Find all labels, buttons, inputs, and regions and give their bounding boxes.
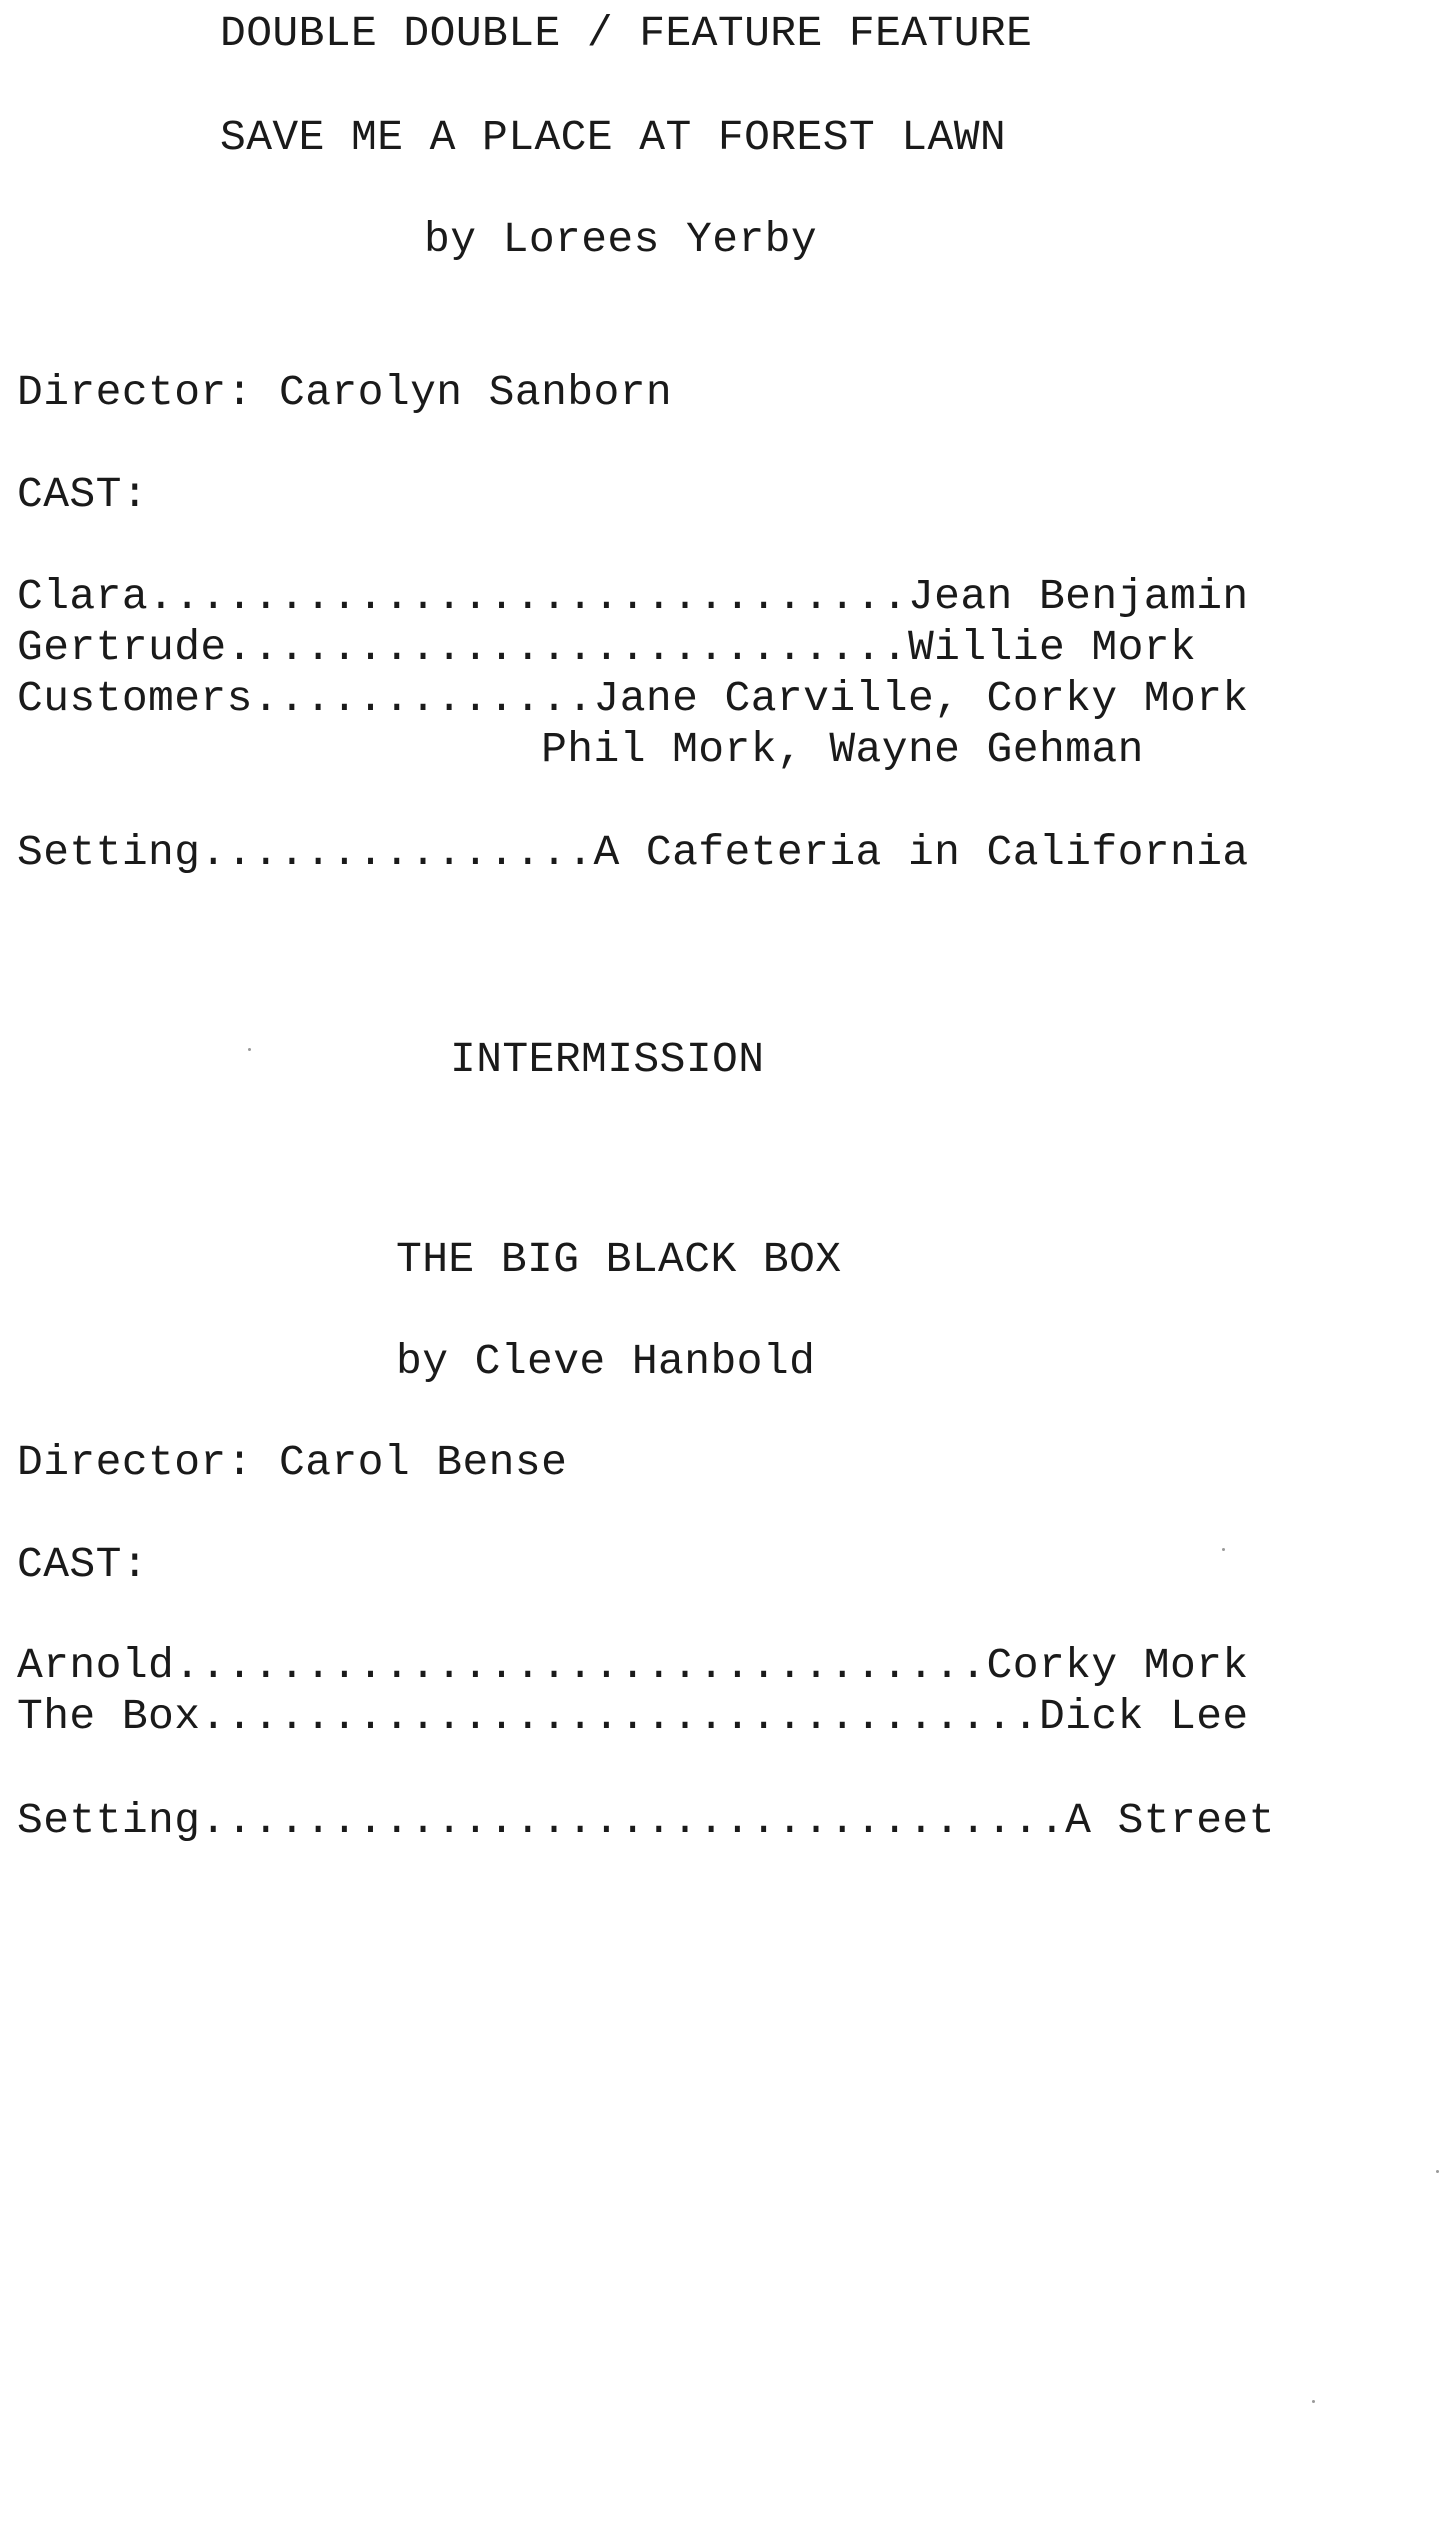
play2-cast-heading: CAST:: [17, 1540, 149, 1589]
play1-cast-line: Gertrude..........................Willie Mork: [17, 623, 1197, 672]
program-header: DOUBLE DOUBLE / FEATURE FEATURE: [220, 9, 1033, 58]
play1-author: by Lorees Yerby: [424, 215, 818, 264]
play1-cast-line: Clara.............................Jean Benjamin: [17, 572, 1249, 621]
play2-cast-line: The Box................................Dick Lee: [17, 1692, 1249, 1741]
play2-director: Director: Carol Bense: [17, 1438, 568, 1487]
play1-cast-heading: CAST:: [17, 470, 149, 519]
play1-title: SAVE ME A PLACE AT FOREST LAWN: [220, 113, 1007, 162]
play1-cast-line: Customers.............Jane Carville, Corky Mork: [17, 674, 1249, 723]
play1-setting: Setting...............A Cafeteria in California: [17, 828, 1249, 877]
play2-author: by Cleve Hanbold: [396, 1337, 816, 1386]
scan-speck: [1312, 2400, 1315, 2403]
play1-cast-line: Phil Mork, Wayne Gehman: [17, 725, 1144, 774]
scan-speck: [1436, 2170, 1439, 2173]
scan-speck: [248, 1048, 251, 1051]
play2-title: THE BIG BLACK BOX: [396, 1235, 842, 1284]
play2-setting: Setting.................................A Street: [17, 1796, 1275, 1845]
play1-director: Director: Carolyn Sanborn: [17, 368, 673, 417]
play2-cast-line: Arnold...............................Corky Mork: [17, 1641, 1249, 1690]
scan-speck: [1222, 1548, 1225, 1551]
intermission-label: INTERMISSION: [450, 1035, 765, 1084]
